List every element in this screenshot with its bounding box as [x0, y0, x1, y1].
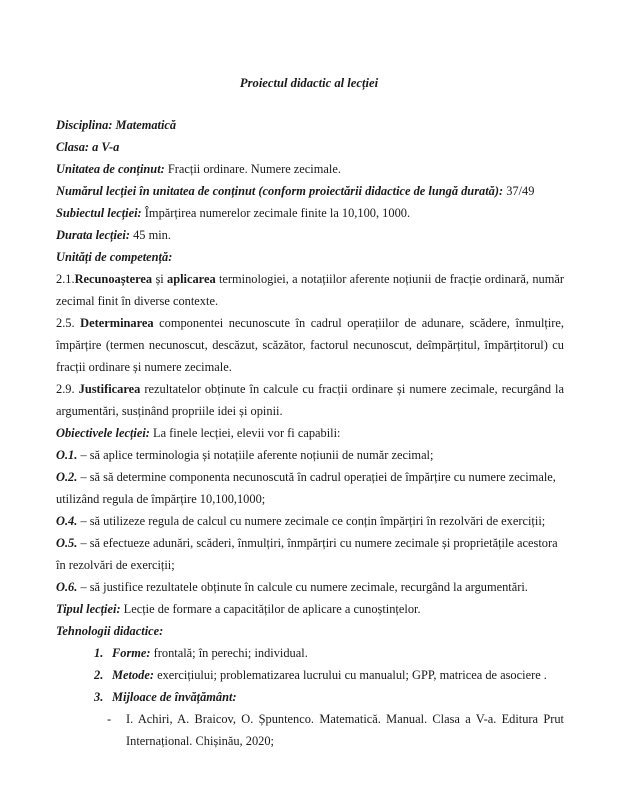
competenta-item — [56, 312, 564, 378]
obiectiv-text: – să să determine componenta necunoscută în cadrul operației de împărțire cu numere zecimale, utilizând regula de împărțire 10,100,1000; — [56, 470, 556, 506]
clasa-label: Clasa: a V-a — [56, 140, 120, 154]
numarul-line — [56, 180, 564, 202]
tipul-label: Tipul lecției: — [56, 602, 121, 616]
competenta-text: componentei necunoscute în cadrul operațiilor de adunare, scădere, înmulțire, împărțire (termen necunoscut, descăzut, scăzător, factorul necunoscut, deîmpărțitul, împărțitorul) cu fracții ordinare și numere zecimale. — [56, 316, 564, 374]
durata-label: Durata lecției: — [56, 228, 130, 242]
competenta-text: terminologiei, a notațiilor aferente noțiunii de fracție ordinară, număr zecimal finit în diverse contexte. — [56, 272, 564, 308]
dash-bullet: - — [107, 712, 112, 726]
obiectiv-item — [56, 444, 564, 466]
tipul-value: Lecție de formare a capacităților de aplicare a cunoștințelor. — [120, 602, 421, 616]
subiectul-line — [56, 202, 564, 224]
durata-line — [56, 224, 564, 246]
tehnologie-item — [94, 642, 564, 664]
obiectiv-item — [56, 510, 564, 532]
unitatea-line — [56, 158, 564, 180]
competenta-number: 2.9. — [56, 382, 79, 396]
obiectiv-text: – să utilizeze regula de calcul cu numere zecimale ce conțin împărțiri în rezolvări de exerciții; — [77, 514, 546, 528]
tehnologie-text: exercițiului; problematizarea lucrului cu manualul; GPP, matricea de asociere . — [153, 668, 547, 682]
competenta-keyword: Justificarea — [78, 382, 141, 396]
competenta-number: 2.1. — [56, 272, 75, 286]
unitatea-value: Fracții ordinare. Numere zecimale. — [164, 162, 341, 176]
tipul-line — [56, 598, 564, 620]
obiectiv-code: O.2. — [56, 470, 78, 484]
reference-item — [107, 708, 564, 752]
subiectul-label: Subiectul lecției: — [56, 206, 142, 220]
numarul-value: 37/49 — [503, 184, 535, 198]
obiectiv-code: O.6. — [56, 580, 78, 594]
obiectiv-code: O.5. — [56, 536, 78, 550]
obiectiv-code: O.4. — [56, 514, 78, 528]
document-body — [56, 114, 564, 752]
obiectiv-text: – să aplice terminologia și notațiile aferente noțiunii de număr zecimal; — [77, 448, 434, 462]
tehnologie-text: frontală; în perechi; individual. — [150, 646, 308, 660]
durata-value: 45 min. — [130, 228, 171, 242]
document-title: Proiectul didactic al lecției — [239, 76, 379, 90]
competenta-keyword: Determinarea — [80, 316, 154, 330]
obiectiv-text: – să efectueze adunări, scăderi, înmulțiri, înmpărțiri cu numere zecimale și proprietățile acestora în rezolvări de exerciții; — [56, 536, 558, 572]
list-number: 2. — [94, 668, 104, 682]
tehnologie-item — [94, 664, 564, 686]
obiective-heading — [56, 422, 564, 444]
competenta-item — [56, 268, 564, 312]
tehnologii-label: Tehnologii didactice: — [56, 624, 164, 638]
list-number: 1. — [94, 646, 104, 660]
unitatea-label: Unitatea de conținut: — [56, 162, 165, 176]
obiectiv-item — [56, 466, 564, 510]
tehnologii-heading — [56, 620, 564, 642]
obiective-intro: La finele lecției, elevii vor fi capabili: — [149, 426, 341, 440]
competenta-item — [56, 378, 564, 422]
competente-heading — [56, 246, 564, 268]
subiectul-value: Împărțirea numerelor zecimale finite la 10,100, 1000. — [141, 206, 411, 220]
competenta-connector: și — [152, 272, 168, 286]
list-number: 3. — [94, 690, 104, 704]
tehnologie-label: Metode: — [112, 668, 154, 682]
reference-text: I. Achiri, A. Braicov, O. Șpuntenco. Matematică. Manual. Clasa a V-a. Editura Prut Internațional. Chișinău, 2020; — [126, 712, 564, 748]
competenta-keyword: Recunoașterea — [74, 272, 153, 286]
numarul-label: Numărul lecției în unitatea de conținut (conform proiectării didactice de lungă durată): — [56, 184, 504, 198]
obiective-label: Obiectivele lecției: — [56, 426, 150, 440]
tehnologie-label: Forme: — [112, 646, 151, 660]
disciplina-label: Disciplina: Matematică — [56, 118, 177, 132]
competente-label: Unități de competență: — [56, 250, 173, 264]
tehnologie-label: Mijloace de învățământ: — [112, 690, 237, 704]
disciplina-line — [56, 114, 564, 136]
obiectiv-text: – să justifice rezultatele obținute în calcule cu numere zecimale, recurgând la argumentări. — [77, 580, 528, 594]
competenta-text: rezultatelor obținute în calcule cu fracții ordinare și numere zecimale, recurgând la argumentări, susținând propriile idei și opinii. — [56, 382, 565, 418]
competenta-keyword: aplicarea — [167, 272, 216, 286]
tehnologie-item — [94, 686, 564, 708]
clasa-line — [56, 136, 564, 158]
obiectiv-item — [56, 532, 564, 576]
competenta-number: 2.5. — [56, 316, 81, 330]
obiectiv-item — [56, 576, 564, 598]
obiectiv-code: O.1. — [56, 448, 78, 462]
